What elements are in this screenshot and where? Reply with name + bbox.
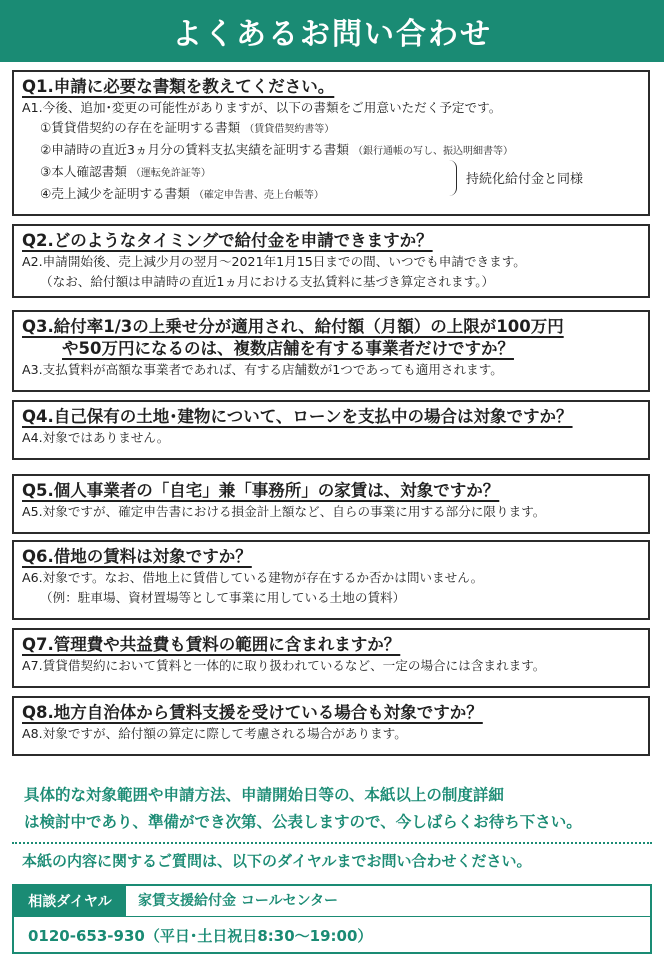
answer-7: A7.賃貸借契約において賃料と一体的に取り扱われているなど、一定の場合には含まれます。 bbox=[22, 658, 546, 673]
question-8: Q8.地方自治体から賃料支援を受けている場合も対象ですか？ bbox=[22, 703, 483, 722]
document-list bbox=[22, 118, 638, 206]
inquiry-text: 本紙の内容に関するご質問は、以下のダイヤルまでお問い合わせください。 bbox=[22, 852, 532, 870]
bracket-note: 持続化給付金と同様 bbox=[466, 172, 584, 187]
answer-6-note: （例：駐車場、資材置場等として事業に用している土地の賃料） bbox=[40, 590, 406, 605]
bracket-brace bbox=[448, 160, 457, 196]
answer-5: A5.対象ですが、確定申告書における損金計上額など、自らの事業に用する部分に限ります。 bbox=[22, 504, 546, 519]
question-3-line2: や50万円になるのは、複数店舗を有する事業者だけですか？ bbox=[62, 339, 514, 358]
document-item-2: ②申請時の直近3ヵ月分の賃料支払実績を証明する書類 （銀行通帳の写し、振込明細書等） bbox=[40, 142, 513, 157]
question-2: Q2.どのようなタイミングで給付金を申請できますか？ bbox=[22, 231, 433, 250]
question-6: Q6.借地の賃料は対象ですか？ bbox=[22, 547, 252, 566]
document-item-1: ①賃貸借契約の存在を証明する書類 （賃貸借契約書等） bbox=[40, 120, 335, 135]
faq-item-3 bbox=[12, 310, 650, 392]
question-4: Q4.自己保有の土地･建物について、ローンを支払中の場合は対象ですか？ bbox=[22, 407, 573, 426]
page-title: よくあるお問い合わせ bbox=[172, 17, 492, 52]
header-bar bbox=[0, 0, 664, 62]
faq-item-7 bbox=[12, 628, 650, 688]
dial-divider bbox=[14, 916, 650, 917]
faq-item-6 bbox=[12, 540, 650, 620]
notice-line-1: 具体的な対象範囲や申請方法、申請開始日等の、本紙以上の制度詳細 bbox=[24, 786, 504, 804]
question-5: Q5.個人事業者の「自宅」兼「事務所」の家賃は、対象ですか？ bbox=[22, 481, 500, 500]
answer-3: A3.支払賃料が高額な事業者であれば、有する店舗数が1つであっても適用されます。 bbox=[22, 362, 503, 377]
faq-item-4 bbox=[12, 400, 650, 460]
dial-label: 相談ダイヤル bbox=[14, 886, 126, 916]
dotted-divider bbox=[12, 842, 652, 844]
answer-4: A4.対象ではありません。 bbox=[22, 430, 170, 445]
notice-line-2: は検討中であり、準備ができ次第、公表しますので、今しばらくお待ち下さい。 bbox=[24, 813, 582, 831]
dial-box bbox=[12, 884, 652, 954]
answer-2: A2.申請開始後、売上減少月の翌月～2021年1月15日までの間、いつでも申請できます。 bbox=[22, 254, 526, 269]
phone-number[interactable]: 0120-653-930（平日･土日祝日8:30～19:00） bbox=[28, 927, 373, 945]
faq-item-5 bbox=[12, 474, 650, 534]
question-1: Q1.申請に必要な書類を教えてください。 bbox=[22, 77, 335, 96]
faq-item-8 bbox=[12, 696, 650, 756]
answer-6: A6.対象です。なお、借地上に賃借している建物が存在するか否かは問いません。 bbox=[22, 570, 484, 585]
answer-1: A1.今後、追加･変更の可能性がありますが、以下の書類をご用意いただく予定です。 bbox=[22, 100, 502, 115]
faq-item-2 bbox=[12, 224, 650, 298]
faq-item-1 bbox=[12, 70, 650, 216]
question-3: Q3.給付率1/3の上乗せ分が適用され、給付額（月額）の上限が100万円 bbox=[22, 317, 564, 336]
document-item-3: ③本人確認書類 （運転免許証等） bbox=[40, 164, 211, 179]
question-7: Q7.管理費や共益費も賃料の範囲に含まれますか？ bbox=[22, 635, 401, 654]
answer-8: A8.対象ですが、給付額の算定に際して考慮される場合があります。 bbox=[22, 726, 407, 741]
call-center-name: 家賃支援給付金 コールセンター bbox=[138, 893, 339, 909]
answer-2-note: （なお、給付額は申請時の直近1ヵ月における支払賃料に基づき算定されます。） bbox=[40, 274, 495, 289]
notice-text bbox=[24, 782, 644, 836]
document-item-4: ④売上減少を証明する書類 （確定申告書、売上台帳等） bbox=[40, 186, 324, 201]
